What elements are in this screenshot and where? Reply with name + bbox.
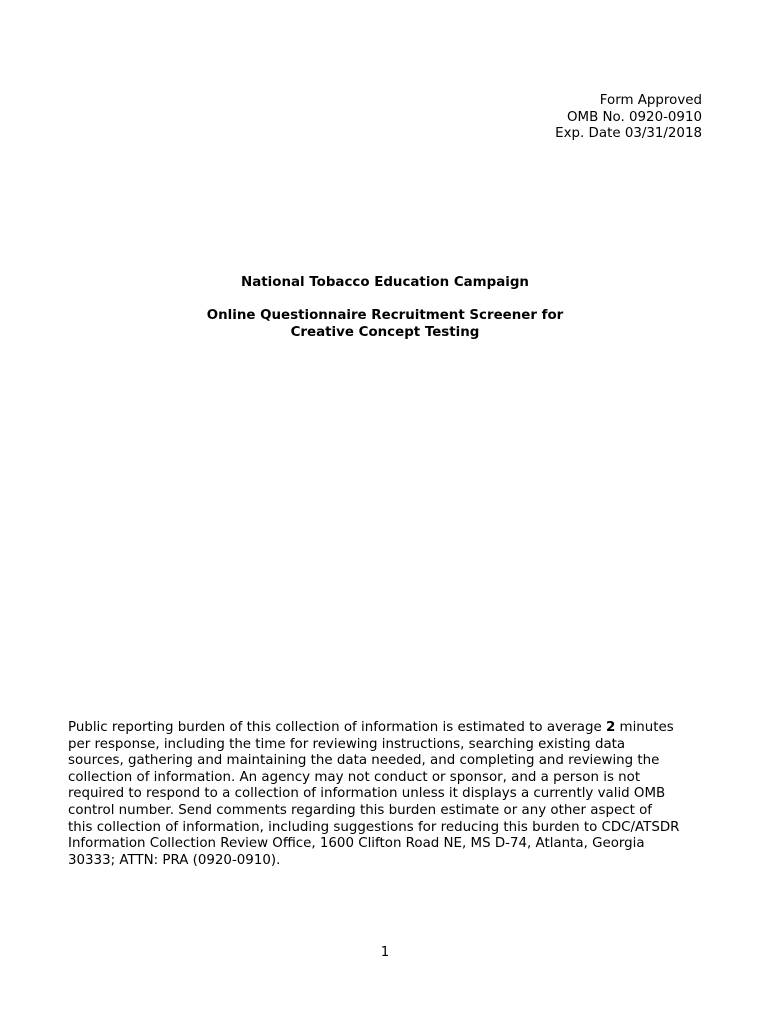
burden-line-8: Information Collection Review Office, 1600 Clifton Road NE, MS D-74, Atlanta, Georgia [68,836,645,852]
page-number: 1 [380,945,390,960]
form-approved-text: Form Approved [599,93,702,108]
burden-line-1-post: minutes [615,720,674,735]
omb-number: OMB No. 0920-0910 [566,109,702,125]
expiration-date: Exp. Date 03/31/2018 [555,126,702,142]
burden-minutes: 2 [605,720,616,735]
burden-statement [68,720,704,869]
burden-line-7: this collection of information, including suggestions for reducing this burden to CDC/ATSDR [68,819,680,835]
burden-line-2: per response, including the time for reviewing instructions, searching existing data [68,736,626,752]
burden-line-6: control number. Send comments regarding this burden estimate or any other aspect of [68,802,653,818]
burden-line-3: sources, gathering and maintaining the data needed, and completing and reviewing the [68,753,660,769]
burden-line-1 [68,720,704,737]
burden-line-5: required to respond to a collection of information unless it displays a currently valid OMB [68,786,666,802]
document-title [0,275,770,341]
form-approval-header [555,93,702,143]
burden-line-9: 30333; ATTN: PRA (0920-0910). [68,852,281,868]
campaign-title: National Tobacco Education Campaign [241,275,529,290]
burden-line-1-pre: Public reporting burden of this collection of information is estimated to average [68,720,606,735]
subtitle-line-2: Creative Concept Testing [290,324,480,340]
burden-line-4: collection of information. An agency may not conduct or sponsor, and a person is not [68,769,641,785]
subtitle-line-1: Online Questionnaire Recruitment Screener for [206,308,564,324]
